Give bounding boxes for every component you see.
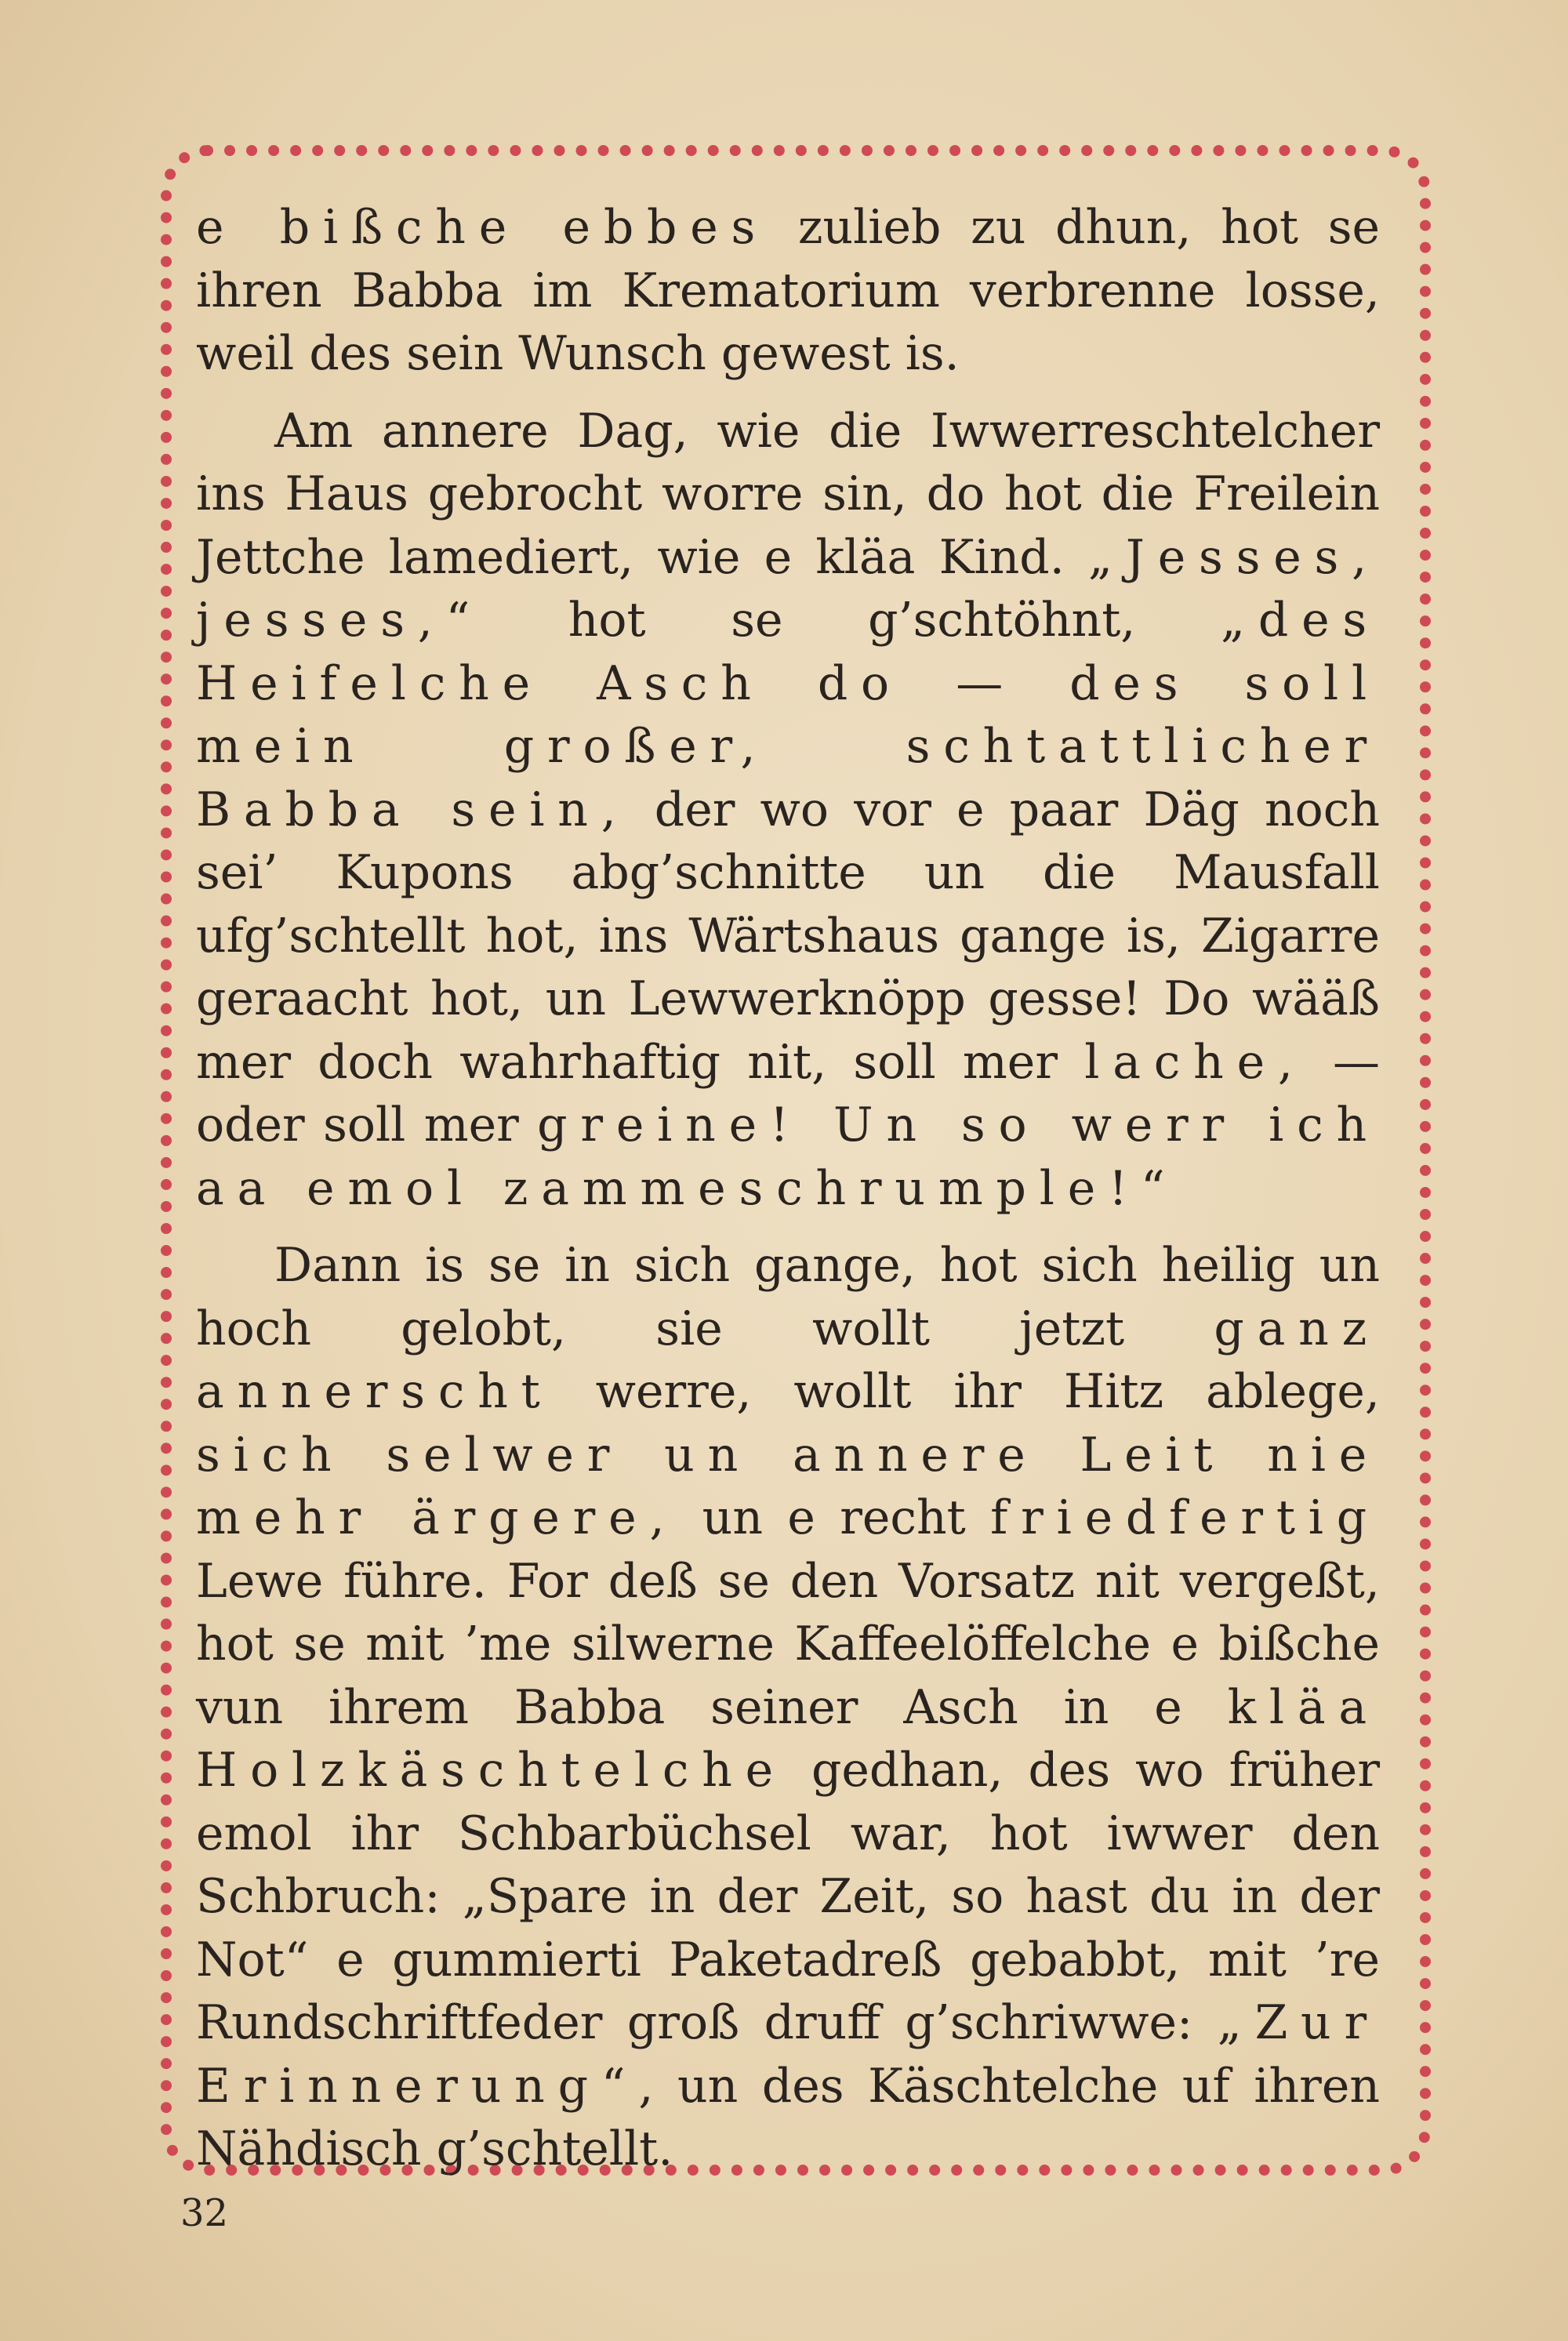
spaced-emphasis-text: lache, bbox=[1084, 1034, 1306, 1090]
text-run: Lewe führe. For deß se den Vorsatz nit vergeßt, hot se mit ’me silwerne Kaffeelöffelche e bißche vun ihrem Babba seiner Asch in e bbox=[196, 1553, 1380, 1735]
page-number: 32 bbox=[180, 2191, 229, 2235]
paragraph bbox=[196, 196, 1380, 386]
spaced-emphasis-text: e bißche ebbes bbox=[196, 200, 769, 255]
text-run: — oder soll mer bbox=[196, 1034, 1380, 1152]
spaced-emphasis-text: kläa Holzkäschtelche bbox=[196, 1679, 1380, 1798]
text-run: der wo vor e paar Däg noch sei’ Kupons abg’schnitte un die Mausfall ufg’schtellt hot, ins Wärtshaus gange is, Zigarre geraacht hot, un Lewwerknöpp gesse! Do wääß mer doch wahrhaftig nit, soll mer bbox=[196, 782, 1380, 1090]
spaced-emphasis-text: greine! Un so werr ich aa emol zammeschrumple!“ bbox=[196, 1098, 1380, 1216]
spaced-emphasis-text: sich selwer un annere Leit nie mehr ärgere, bbox=[196, 1427, 1380, 1545]
spaced-emphasis-text: „Jesses, jesses,“ bbox=[196, 529, 1380, 648]
text-run: Am annere Dag, wie die Iwwerreschtelcher ins Haus gebrocht worre sin, do hot die Freilein Jettche lamediert, wie e kläa Kind. bbox=[196, 403, 1380, 585]
text-run: Dann is se in sich gange, hot sich heilig un hoch gelobt, sie wollt jetzt bbox=[196, 1238, 1380, 1356]
paragraph bbox=[196, 400, 1380, 1221]
spaced-emphasis-text: friedfertig bbox=[990, 1490, 1381, 1545]
text-run: zulieb zu dhun, hot se ihren Babba im Krematorium verbrenne losse, weil des sein Wunsch gewest is. bbox=[196, 200, 1381, 381]
spaced-emphasis-text: „Zur Erinnerung“ bbox=[196, 1995, 1380, 2114]
text-run: , un des Käschtelche uf ihren Nähdisch g’schtellt. bbox=[196, 2058, 1380, 2176]
text-run: un e recht bbox=[677, 1490, 991, 1545]
spaced-emphasis-text: „des Heifelche Asch do — des soll mein großer, schtattlicher Babba sein, bbox=[196, 593, 1380, 837]
paragraph bbox=[196, 1234, 1380, 2181]
body-text bbox=[196, 196, 1380, 2181]
spaced-emphasis-text: ganz annerscht bbox=[196, 1301, 1380, 1419]
text-run: gedhan, des wo früher emol ihr Schbarbüchsel war, hot iwwer den Schbruch: „Spare in der Zeit, so hast du in der Not“ e gummierti Paketadreß gebabbt, mit ’re Rundschriftfeder groß druff g’schriwwe: bbox=[196, 1743, 1380, 2050]
text-run: werre, wollt ihr Hitz ablege, bbox=[553, 1364, 1380, 1419]
text-run: hot se g’schtöhnt, bbox=[483, 593, 1221, 648]
